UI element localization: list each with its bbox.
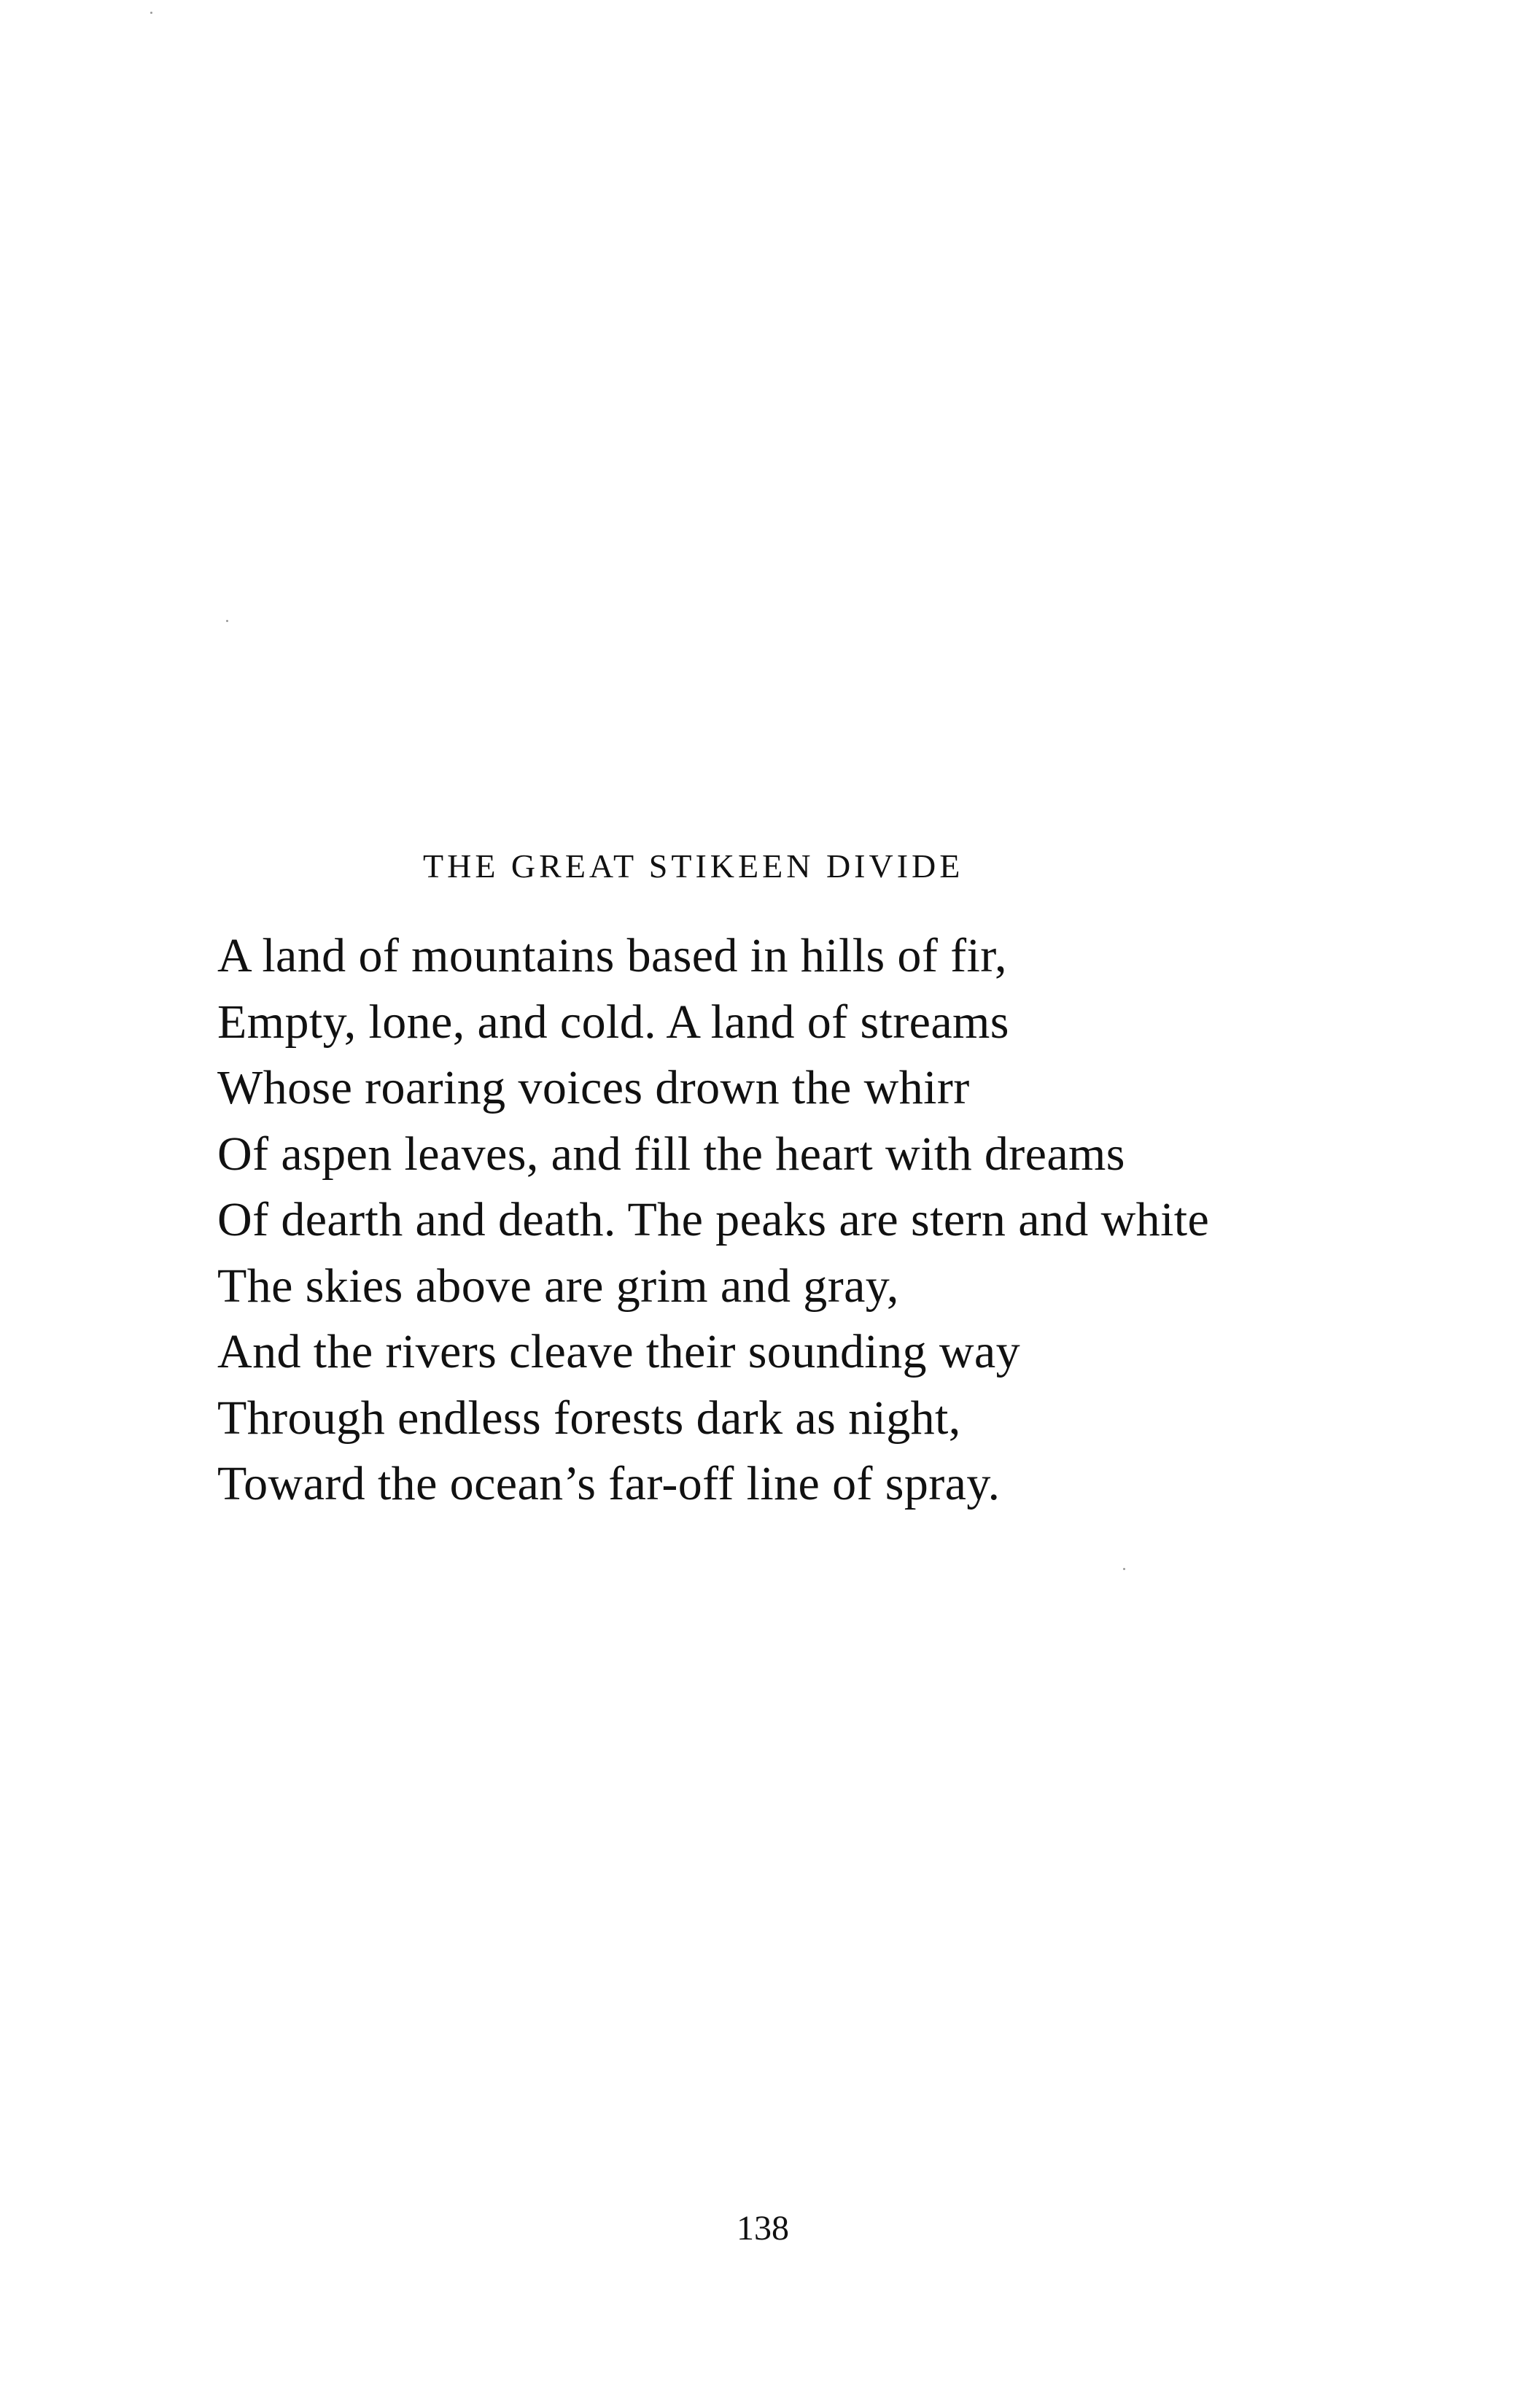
poem-line: Of dearth and death. The peaks are stern and white xyxy=(217,1193,1210,1246)
scan-speck xyxy=(150,12,152,14)
poem-line: The skies above are grim and gray, xyxy=(217,1259,899,1313)
poem-body xyxy=(217,923,1209,1518)
poem-line: And the rivers cleave their sounding way xyxy=(217,1325,1021,1378)
poem-line: Empty, lone, and cold. A land of streams xyxy=(217,995,1009,1049)
poem-line: Of aspen leaves, and fill the heart with dreams xyxy=(217,1127,1125,1181)
poem-line: Toward the ocean’s far-off line of spray. xyxy=(217,1457,1001,1510)
poem-line: Through endless forests dark as night, xyxy=(217,1391,961,1445)
scan-speck xyxy=(1123,1568,1125,1570)
page-number: 138 xyxy=(737,2209,789,2248)
poem-title: THE GREAT STIKEEN DIVIDE xyxy=(423,847,964,885)
poem-line: Whose roaring voices drown the whirr xyxy=(217,1061,970,1114)
scan-speck xyxy=(226,620,228,622)
poem-line: A land of mountains based in hills of fir, xyxy=(217,929,1007,982)
